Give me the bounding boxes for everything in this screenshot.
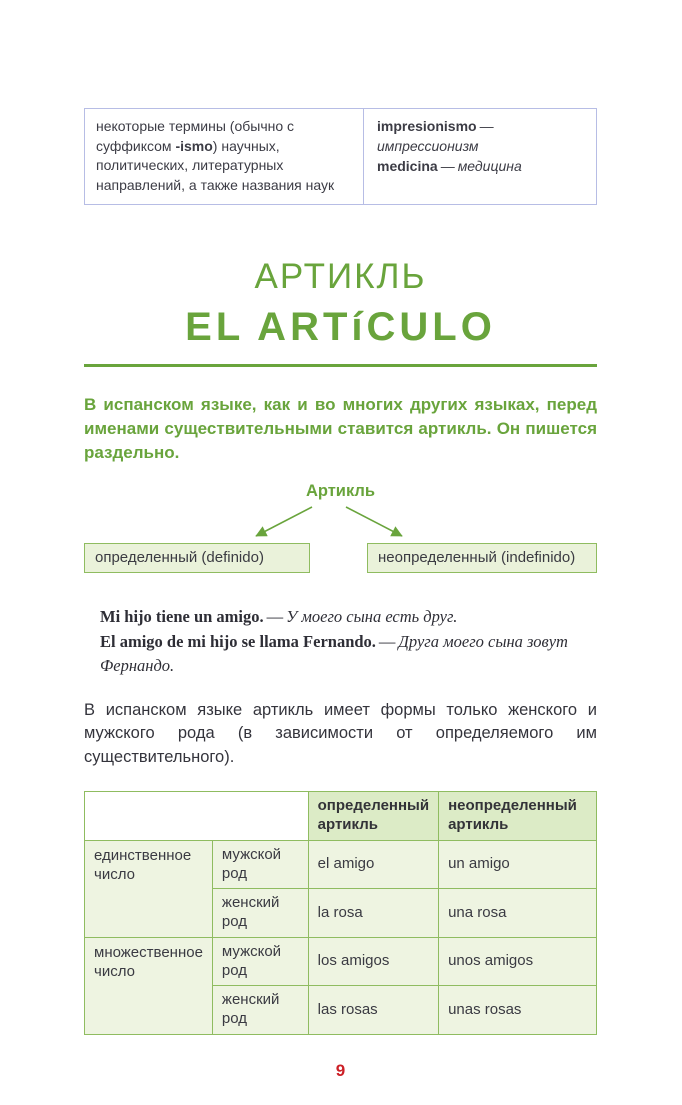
page-number: 9 [335, 1060, 346, 1080]
diagram-root-label: Артикль [305, 481, 376, 500]
reference-table [84, 108, 597, 205]
example-russian: У моего сына есть друг. [286, 606, 458, 626]
example-russian: Друга моего сына зовут Фернандо. [100, 631, 568, 676]
suffix-ismo: -ismo [175, 137, 213, 154]
definite-example-cell: la rosa [308, 889, 438, 938]
reference-text-before: некоторые термины (обычно с суффиксом [96, 118, 295, 154]
number-group-singular: единственное число [85, 840, 213, 937]
indefinite-article-box: неопределенный (indefinido) [367, 543, 597, 573]
table-row [85, 937, 597, 986]
indefinite-example-cell: una rosa [439, 889, 597, 938]
chapter-title-spanish: EL ARTíCULO [185, 305, 496, 350]
reference-text-after: ) научных, политических, литературных направлений, а также названия наук [96, 137, 335, 193]
indefinite-example-cell: unos amigos [439, 937, 597, 986]
vocab-term: medicina [377, 158, 438, 175]
branch-arrows-icon [84, 503, 597, 543]
example-dash: — [378, 631, 396, 651]
vocab-dash: — [479, 118, 494, 134]
vocab-dash: — [440, 158, 455, 175]
definite-example-cell: las rosas [308, 986, 438, 1035]
vocab-entry [377, 157, 584, 177]
chapter-title-russian: АРТИКЛЬ [254, 257, 427, 297]
intro-paragraph: В испанском языке, как и во многих других языках, перед именами существительными ставится артикль. Он пишется раздельно. [84, 395, 597, 462]
gender-cell: мужской род [212, 937, 308, 986]
article-type-boxes [84, 543, 597, 573]
gender-cell: мужской род [212, 840, 308, 889]
table-row [85, 840, 597, 889]
example-sentence [100, 630, 597, 680]
green-divider [84, 364, 597, 367]
reference-table-right-cell [364, 109, 596, 204]
vocab-term: impresionismo [377, 118, 477, 134]
definite-example-cell: el amigo [308, 840, 438, 889]
reference-table-left-cell [85, 109, 364, 204]
example-spanish: El amigo de mi hijo se llama Fernando. [100, 631, 376, 651]
vocab-translation: импрессионизм [377, 137, 479, 154]
vocab-translation: медицина [457, 158, 522, 175]
table-header-definite: определенный артикль [308, 792, 438, 841]
number-group-plural: множественное число [85, 937, 213, 1034]
vocab-entry [377, 117, 584, 156]
table-header-indefinite: неопределенный артикль [439, 792, 597, 841]
indefinite-example-cell: un amigo [439, 840, 597, 889]
example-dash: — [266, 606, 284, 626]
body-paragraph: В испанском языке артикль имеет формы только женского и мужского рода (в зависимости от определяемого им существительного). [84, 701, 597, 766]
gender-cell: женский род [212, 986, 308, 1035]
example-spanish: Mi hijo tiene un amigo. [100, 606, 264, 626]
definite-example-cell: los amigos [308, 937, 438, 986]
table-corner-cell [85, 792, 309, 841]
gender-cell: женский род [212, 889, 308, 938]
table-header-row [85, 792, 597, 841]
articles-table [84, 791, 597, 1035]
example-sentence [100, 605, 597, 630]
examples-block [100, 605, 597, 679]
indefinite-example-cell: unas rosas [439, 986, 597, 1035]
definite-article-box: определенный (definido) [84, 543, 310, 573]
